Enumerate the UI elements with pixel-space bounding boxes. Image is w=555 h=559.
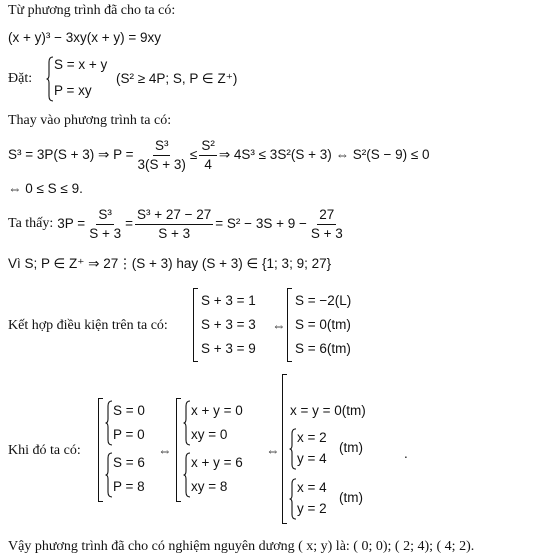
combine-left-row: S + 3 = 9 bbox=[201, 341, 256, 356]
combine-right-row: S = 0(tm) bbox=[295, 317, 351, 332]
solution-tm: (tm) bbox=[339, 440, 363, 455]
bracket-icon bbox=[176, 398, 181, 502]
brace-icon bbox=[46, 56, 52, 102]
end-dot: . bbox=[404, 446, 408, 461]
intro-text: Từ phương trình đã cho ta có: bbox=[8, 3, 176, 18]
fraction-denominator: 4 bbox=[204, 156, 212, 172]
equivalence-arrow: ⇔ bbox=[272, 318, 286, 333]
system-a-row: P = 0 bbox=[113, 427, 145, 442]
brace-icon bbox=[289, 478, 295, 520]
substitute-label: Đặt: bbox=[8, 71, 33, 86]
le-sign: ≤ bbox=[189, 147, 198, 163]
system-b-row: xy = 0 bbox=[191, 427, 228, 442]
brace-group bbox=[183, 400, 263, 446]
conclusion-text: Vậy phương trình đã cho có nghiệm nguyên dương ( x; y) là: ( 0; 0); ( 2; 4); ( 4; 2). bbox=[8, 539, 475, 554]
substitute-s: S = x + y bbox=[54, 57, 108, 72]
fraction-numerator: S³ bbox=[153, 139, 171, 156]
combine-left-row: S + 3 = 1 bbox=[201, 293, 256, 308]
brace-icon bbox=[183, 452, 189, 498]
brace-icon bbox=[105, 400, 111, 446]
combine-label: Kết hợp điều kiện trên ta có: bbox=[8, 318, 168, 333]
system-a-row: S = 6 bbox=[113, 455, 145, 470]
fraction bbox=[87, 208, 123, 240]
replace-intro: Thay vào phương trình ta có: bbox=[8, 113, 172, 128]
then-label: Khi đó ta có: bbox=[8, 443, 81, 458]
fraction bbox=[199, 139, 217, 171]
equivalence-arrow: ⇔ bbox=[158, 443, 172, 458]
equivalence-arrow: ⇔ bbox=[266, 443, 280, 458]
then-system-b bbox=[176, 398, 266, 502]
brace-group bbox=[289, 478, 399, 520]
fraction-denominator: 3(S + 3) bbox=[137, 156, 186, 172]
observe-part-2: = S² − 3S + 9 − bbox=[215, 216, 307, 232]
solution-x: x = 4 bbox=[297, 480, 327, 495]
combine-right-system bbox=[287, 288, 377, 362]
system-b-row: xy = 8 bbox=[191, 479, 228, 494]
solution-x: x = 2 bbox=[297, 430, 327, 445]
substitute-system bbox=[46, 56, 126, 102]
fraction bbox=[136, 139, 188, 171]
fraction-numerator: 27 bbox=[317, 208, 336, 225]
combine-left-row: S + 3 = 3 bbox=[201, 317, 256, 332]
solution-y: y = 2 bbox=[297, 501, 327, 516]
fraction bbox=[309, 208, 345, 240]
derivation-part-2: ⇒ 4S³ ≤ 3S²(S + 3) ⇔ S²(S − 9) ≤ 0 bbox=[218, 147, 430, 163]
brace-group bbox=[289, 428, 399, 470]
system-b-row: x + y = 6 bbox=[191, 455, 243, 470]
then-system-a bbox=[98, 398, 158, 502]
system-a-row: S = 0 bbox=[113, 403, 145, 418]
substitute-condition: (S² ≥ 4P; S, P ∈ Z⁺) bbox=[116, 71, 238, 86]
fraction-denominator: S + 3 bbox=[310, 225, 343, 241]
bracket-icon bbox=[193, 288, 198, 362]
derivation-line-1 bbox=[8, 134, 430, 176]
bracket-icon bbox=[287, 288, 292, 362]
fraction-denominator: S + 3 bbox=[158, 225, 191, 241]
derivation-part-1: S³ = 3P(S + 3) ⇒ P = bbox=[8, 147, 134, 163]
bracket-icon bbox=[282, 374, 287, 524]
fraction-denominator: S + 3 bbox=[89, 225, 122, 241]
system-b-row: x + y = 0 bbox=[191, 403, 243, 418]
solution-tm: (tm) bbox=[339, 490, 363, 505]
divisibility-line: Vì S; P ∈ Z⁺ ⇒ 27⋮(S + 3) hay (S + 3) ∈ {1; 3; 9; 27} bbox=[8, 256, 332, 271]
brace-icon bbox=[105, 452, 111, 498]
brace-group bbox=[105, 400, 155, 446]
bracket-icon bbox=[98, 398, 103, 502]
given-equation: (x + y)³ − 3xy(x + y) = 9xy bbox=[8, 30, 162, 45]
fraction-numerator: S² bbox=[199, 139, 217, 156]
fraction-numerator: S³ + 27 − 27 bbox=[135, 208, 213, 225]
fraction-numerator: S³ bbox=[96, 208, 114, 225]
combine-left-system bbox=[193, 288, 273, 362]
combine-right-row: S = −2(L) bbox=[295, 293, 352, 308]
brace-icon bbox=[289, 428, 295, 470]
observe-label: Ta thấy: bbox=[8, 216, 54, 231]
substitute-p: P = xy bbox=[54, 83, 92, 98]
brace-icon bbox=[183, 400, 189, 446]
derivation-line-2: ⇔ 0 ≤ S ≤ 9. bbox=[8, 181, 83, 196]
solution-row: x = y = 0(tm) bbox=[290, 403, 366, 418]
observe-line bbox=[8, 204, 347, 244]
fraction bbox=[135, 208, 213, 240]
combine-right-row: S = 6(tm) bbox=[295, 341, 351, 356]
equals-sign: = bbox=[125, 216, 133, 232]
then-system-c bbox=[282, 374, 402, 524]
brace-group bbox=[105, 452, 155, 498]
solution-y: y = 4 bbox=[297, 451, 327, 466]
observe-part-1: 3P = bbox=[57, 216, 86, 232]
brace-group bbox=[183, 452, 263, 498]
system-a-row: P = 8 bbox=[113, 479, 145, 494]
